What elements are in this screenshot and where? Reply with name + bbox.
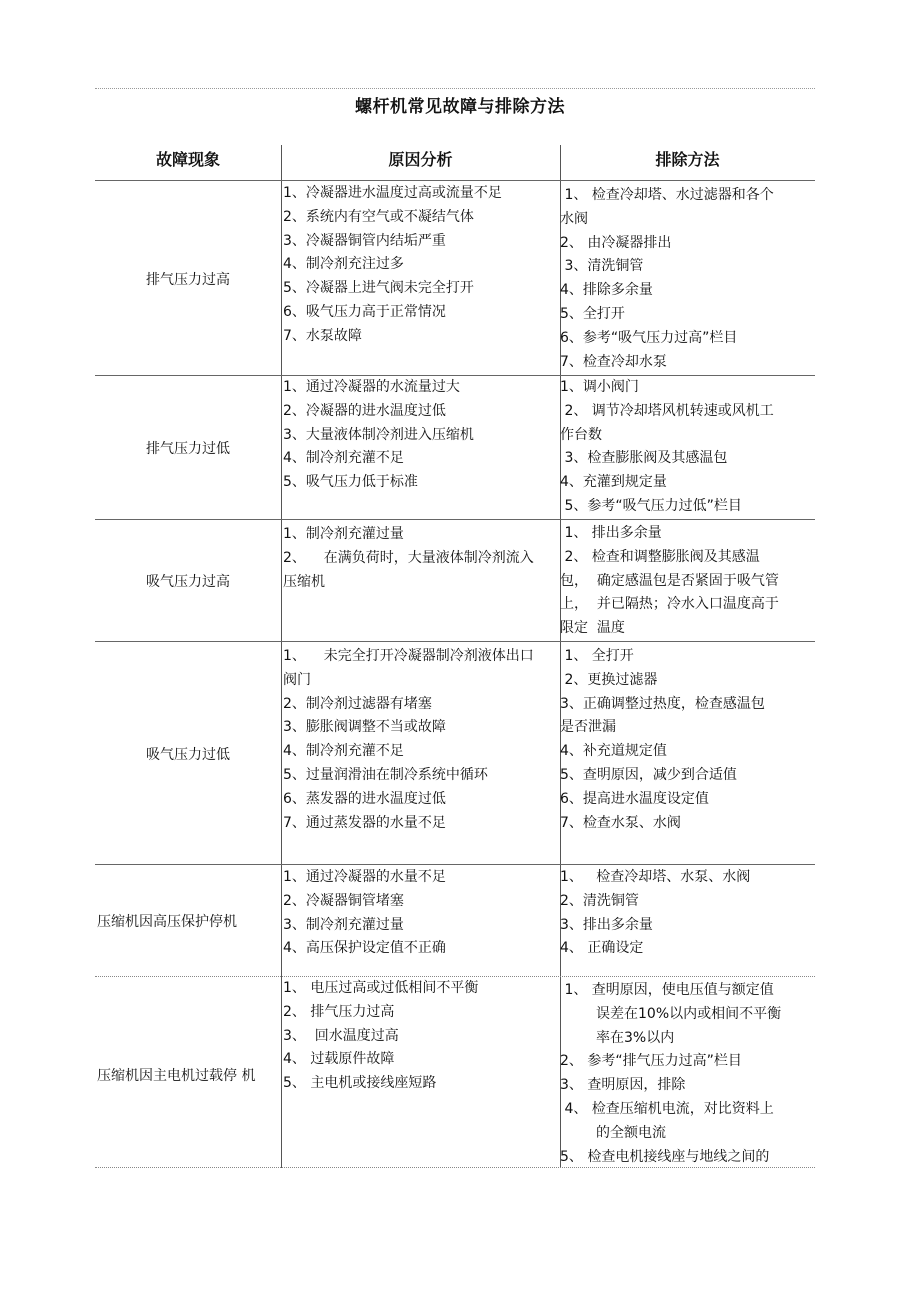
symptom-cell: 排气压力过高	[146, 272, 230, 288]
remedy-line: 1、 检查冷却塔、水泵、水阀	[560, 869, 751, 885]
cause-line: 1、 电压过高或过低相间不平衡	[283, 980, 479, 996]
cause-line: 4、制冷剂充注过多	[283, 256, 404, 273]
remedy-line: 2、 调节冷却塔风机转速或风机工	[560, 402, 774, 419]
remedy-line: 上， 并已隔热；冷水入口温度高于	[560, 596, 779, 613]
remedy-line: 6、参考“吸气压力过高”栏目	[560, 329, 738, 346]
remedy-line: 3、排出多余量	[560, 916, 653, 933]
cause-line: 2、 在满负荷时，大量液体制冷剂流入	[283, 549, 534, 566]
cause-cell	[283, 376, 555, 518]
remedy-line: 的全额电流	[596, 1124, 666, 1141]
header-cause: 原因分析	[388, 150, 453, 169]
remedy-cell	[560, 184, 812, 374]
cause-line: 2、 排气压力过高	[283, 1003, 395, 1020]
cause-line: 3、膨胀阀调整不当或故障	[283, 719, 446, 736]
remedy-line: 2、 由冷凝器排出	[560, 234, 672, 251]
remedy-line: 误差在10%以内或相间不平衡	[596, 1005, 782, 1022]
cause-cell	[283, 645, 555, 863]
cause-line: 3、 回水温度过高	[283, 1027, 399, 1044]
remedy-line: 率在3%以内	[596, 1029, 675, 1046]
remedy-line: 5、全打开	[560, 305, 625, 322]
cause-line: 压缩机	[283, 573, 325, 590]
cause-line: 3、制冷剂充灌过量	[283, 916, 404, 933]
remedy-line: 3、检查膨胀阀及其感温包	[560, 450, 728, 467]
remedy-line: 2、 检查和调整膨胀阀及其感温	[560, 548, 760, 565]
cause-cell	[283, 523, 555, 640]
remedy-line: 限定 温度	[560, 620, 625, 637]
symptom-cell: 吸气压力过高	[146, 574, 230, 590]
header-remedy: 排除方法	[655, 150, 720, 169]
cause-line: 4、制冷剂充灌不足	[283, 450, 404, 467]
cause-line: 阀门	[283, 671, 311, 688]
remedy-line: 5、查明原因，减少到合适值	[560, 766, 737, 783]
cause-line: 3、大量液体制冷剂进入压缩机	[283, 426, 474, 443]
remedy-line: 是否泄漏	[560, 719, 616, 736]
row-divider	[95, 641, 815, 642]
cause-line: 3、冷凝器铜管内结垢严重	[283, 232, 446, 249]
remedy-line: 2、 参考“排气压力过高”栏目	[560, 1053, 742, 1070]
remedy-cell	[560, 645, 812, 863]
cause-line: 2、制冷剂过滤器有堵塞	[283, 695, 432, 712]
cause-line: 1、制冷剂充灌过量	[283, 526, 404, 542]
row-divider	[95, 1167, 815, 1168]
remedy-line: 5、 检查电机接线座与地线之间的	[560, 1148, 770, 1165]
symptom-cell: 压缩机因主电机过载停 机	[97, 1068, 256, 1084]
remedy-line: 4、充灌到规定量	[560, 474, 667, 491]
cause-line: 2、冷凝器的进水温度过低	[283, 402, 446, 419]
cause-line: 7、通过蒸发器的水量不足	[283, 814, 446, 831]
remedy-line: 4、排除多余量	[560, 282, 653, 299]
cause-line: 4、制冷剂充灌不足	[283, 743, 404, 760]
cause-line: 1、通过冷凝器的水流量过大	[283, 379, 460, 395]
column-divider	[281, 145, 282, 1168]
row-divider	[95, 519, 815, 520]
cause-line: 4、 过载原件故障	[283, 1051, 395, 1068]
cause-line: 4、高压保护设定值不正确	[283, 940, 446, 957]
symptom-cell: 吸气压力过低	[146, 747, 230, 763]
page-title: 螺杆机常见故障与排除方法	[355, 97, 565, 117]
cause-line: 1、冷凝器进水温度过高或流量不足	[283, 185, 502, 201]
remedy-line: 3、清洗铜管	[560, 258, 644, 275]
cause-cell	[283, 182, 555, 374]
cause-line: 5、冷凝器上进气阀未完全打开	[283, 280, 474, 297]
remedy-line: 5、参考“吸气压力过低”栏目	[560, 497, 742, 514]
remedy-line: 1、 检查冷却塔、水过滤器和各个	[560, 187, 774, 203]
symptom-cell: 压缩机因高压保护停机	[97, 914, 237, 930]
top-rule	[95, 88, 815, 89]
cause-line: 2、冷凝器铜管堵塞	[283, 892, 404, 909]
cause-line: 6、蒸发器的进水温度过低	[283, 790, 446, 807]
cause-line: 2、系统内有空气或不凝结气体	[283, 208, 474, 225]
remedy-line: 7、检查冷却水泵	[560, 353, 667, 370]
remedy-line: 1、调小阀门	[560, 379, 639, 395]
row-divider	[95, 864, 815, 865]
cause-cell	[283, 977, 555, 1166]
cause-line: 1、通过冷凝器的水量不足	[283, 869, 446, 885]
cause-line: 1、 未完全打开冷凝器制冷剂液体出口	[283, 648, 534, 664]
remedy-line: 3、 查明原因，排除	[560, 1077, 686, 1094]
cause-cell	[283, 866, 555, 975]
cause-line: 5、过量润滑油在制冷系统中循环	[283, 766, 488, 783]
cause-line: 6、吸气压力高于正常情况	[283, 303, 446, 320]
remedy-line: 4、 正确设定	[560, 940, 644, 957]
remedy-line: 2、清洗铜管	[560, 892, 639, 909]
remedy-line: 1、 查明原因，使电压值与额定值	[560, 982, 774, 998]
remedy-line: 1、 排出多余量	[560, 525, 662, 541]
symptom-cell: 排气压力过低	[146, 441, 230, 457]
remedy-line: 3、正确调整过热度，检查感温包	[560, 695, 765, 712]
remedy-cell	[560, 522, 812, 641]
remedy-line: 水阀	[560, 210, 588, 227]
cause-line: 5、 主电机或接线座短路	[283, 1075, 437, 1092]
header-symptom: 故障现象	[155, 150, 220, 169]
remedy-line: 2、更换过滤器	[560, 671, 658, 688]
remedy-cell	[560, 376, 812, 519]
remedy-cell	[560, 866, 812, 975]
remedy-line: 作台数	[560, 426, 602, 443]
remedy-line: 6、提高进水温度设定值	[560, 790, 709, 807]
remedy-line: 7、检查水泵、水阀	[560, 814, 681, 831]
remedy-line: 1、 全打开	[560, 648, 634, 664]
remedy-cell	[560, 979, 812, 1167]
cause-line: 7、水泵故障	[283, 327, 362, 344]
remedy-line: 4、补充道规定值	[560, 743, 667, 760]
remedy-line: 4、 检查压缩机电流，对比资料上	[560, 1100, 774, 1117]
remedy-line: 包， 确定感温包是否紧固于吸气管	[560, 572, 779, 589]
cause-line: 5、吸气压力低于标准	[283, 474, 418, 491]
row-divider	[95, 180, 815, 181]
